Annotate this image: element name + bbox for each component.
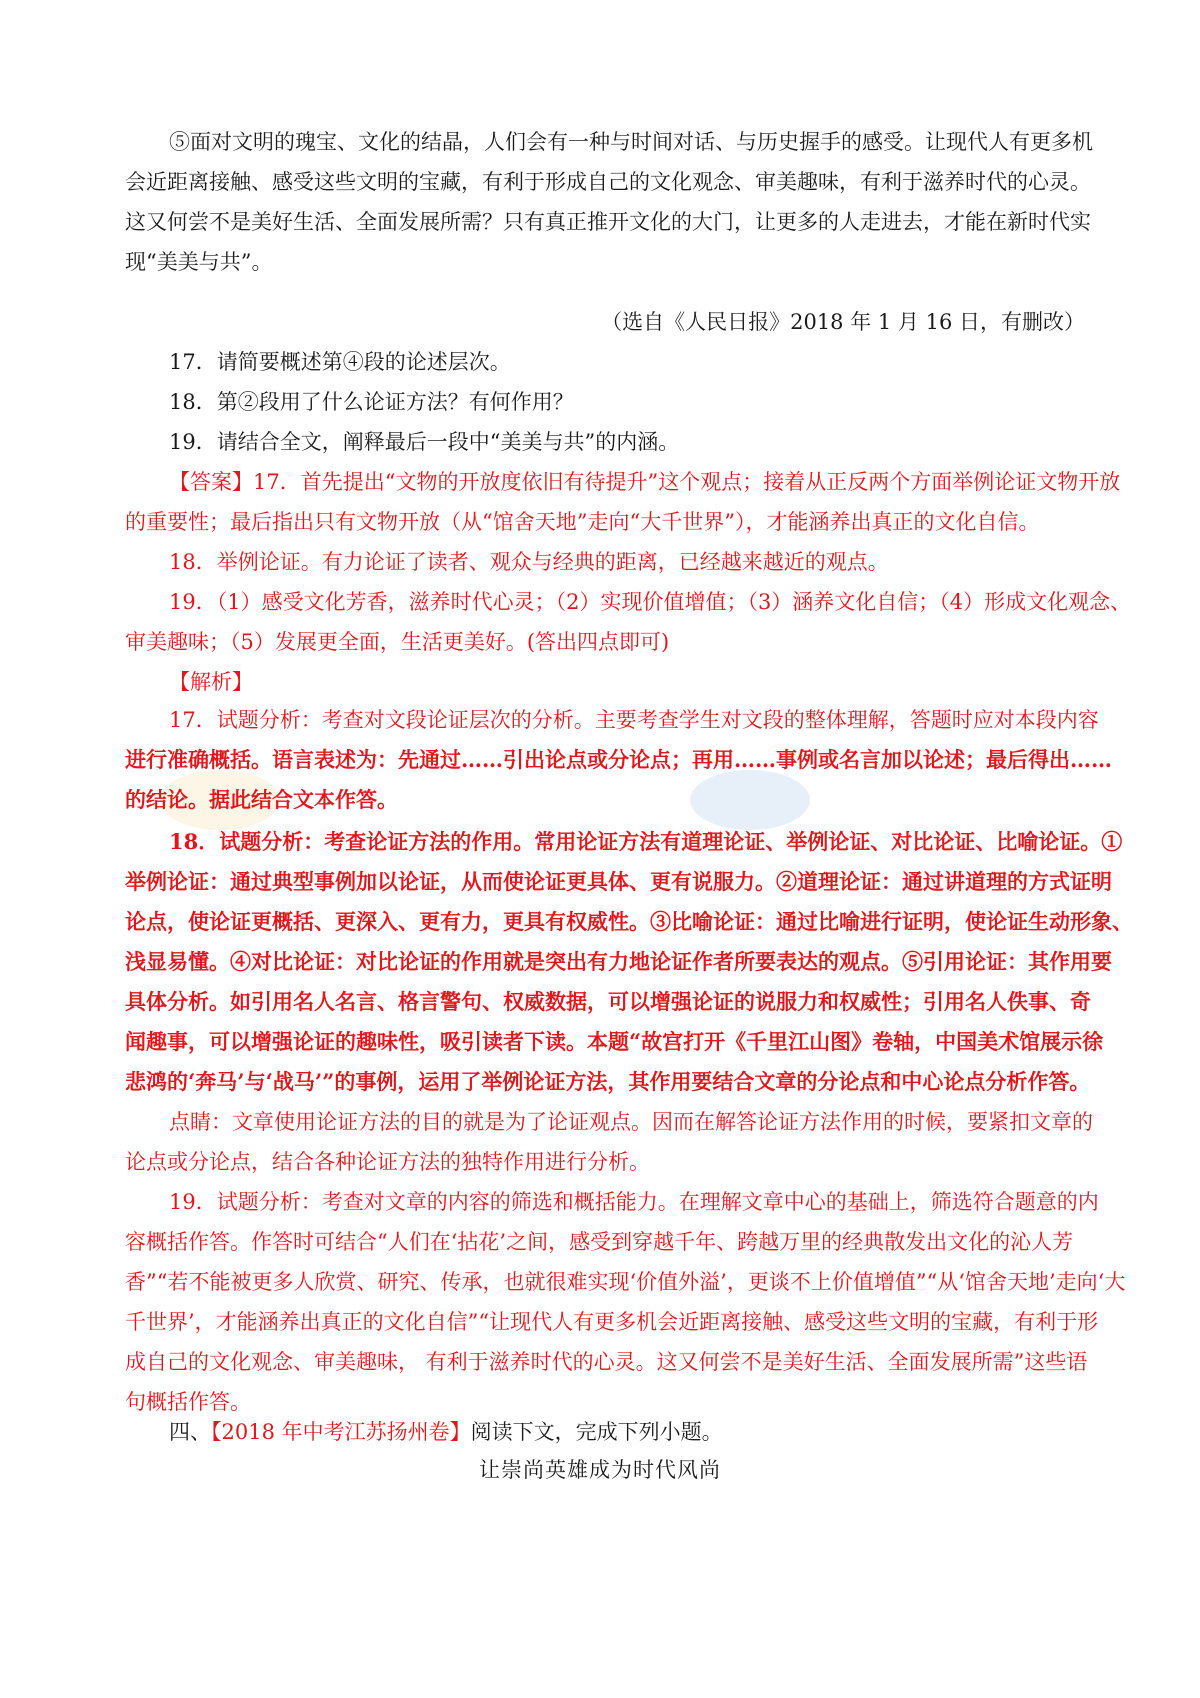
analysis-19: [125, 1182, 1126, 1422]
analysis-tip: [125, 1102, 1093, 1182]
analysis-heading: 【解析】: [169, 670, 253, 694]
question-19: 19．请结合全文，阐释最后一段中“美美与共”的内涵。: [169, 430, 680, 454]
analysis-17: [125, 700, 1112, 820]
text-line: 这又何尝不是美好生活、全面发展所需？只有真正推开文化的大门，让更多的人走进去，才能在新时代实: [125, 210, 1091, 234]
text-line: 18．试题分析：考查论证方法的作用。常用论证方法有道理论证、举例论证、对比论证、比喻论证。①: [169, 829, 1123, 854]
answer-17-line: 【答案】17．首先提出“文物的开放度依旧有待提升”这个观点；接着从正反两个方面举例论证文物开放: [169, 470, 1121, 494]
text-line: 千世界’，才能涵养出真正的文化自信”“让现代人有更多机会近距离接触、感受这些文明的宝藏，有利于形: [125, 1310, 1099, 1334]
text-line: 成自己的文化观念、审美趣味， 有利于滋养时代的心灵。这又何尝不是美好生活、全面发展所需”这些语: [125, 1350, 1088, 1374]
text-line: [125, 1412, 1085, 1452]
text-line: 容概括作答。作答时可结合“人们在‘拈花’之间，感受到穿越千年、跨越万里的经典散发出文化的沁人芳: [125, 1230, 1074, 1254]
text-line: 浅显易懂。④对比论证：对比论证的作用就是突出有力地论证作者所要表达的观点。⑤引用论证：其作用要: [125, 949, 1112, 974]
exam-source-tag: 【2018 年中考江苏扬州卷】: [211, 1420, 471, 1444]
text-line: 会近距离接触、感受这些文明的宝藏，有利于形成自己的文化观念、审美趣味，有利于滋养时代的心灵。: [125, 170, 1091, 194]
text-line: 的结论。据此结合文本作答。: [125, 787, 398, 812]
answer-19-line: 19．（1）感受文化芳香，滋养时代心灵；（2）实现价值增值；（3）涵养文化自信；（4）形成文化观念、: [169, 590, 1132, 614]
question-18: 18．第②段用了什么论证方法？有何作用？: [169, 390, 574, 414]
paragraph-5: [125, 122, 1093, 282]
answer-18: 18．举例论证。有力论证了读者、观众与经典的距离，已经越来越近的观点。: [169, 550, 889, 574]
answer-17-line: 的重要性；最后指出只有文物开放（从“馆舍天地”走向“大千世界”），才能涵养出真正的文化自信。: [125, 510, 1040, 534]
answer-19-line: 审美趣味；（5）发展更全面，生活更美好。(答出四点即可): [125, 630, 670, 654]
section-4-heading: [125, 1412, 1085, 1452]
text-line: 17．试题分析：考查对文段论证层次的分析。主要考查学生对文段的整体理解，答题时应对本段内容: [169, 708, 1099, 732]
text-line: 悲鸿的‘奔马’与‘战马’”的事例，运用了举例论证方法，其作用要结合文章的分论点和中心论点分析作答。: [125, 1069, 1091, 1094]
text-line: 论点或分论点，结合各种论证方法的独特作用进行分析。: [125, 1150, 650, 1174]
article-title: 让崇尚英雄成为时代风尚: [479, 1458, 721, 1482]
text-line: 句概括作答。: [125, 1390, 251, 1414]
section-prefix: 四、: [169, 1420, 211, 1444]
text-line: 论点，使论证更概括、更深入、更有力，更具有权威性。③比喻论证：通过比喻进行证明，使论证生动形象、: [125, 909, 1133, 934]
text-line: 现“美美与共”。: [125, 250, 273, 274]
source-citation: （选自《人民日报》2018 年 1 月 16 日，有删改）: [601, 310, 1085, 334]
section-instruction: 阅读下文，完成下列小题。: [470, 1420, 723, 1444]
text-line: 具体分析。如引用名人名言、格言警句、权威数据，可以增强论证的说服力和权威性；引用名人佚事、奇: [125, 989, 1091, 1014]
text-line: 香”“若不能被更多人欣赏、研究、传承，也就很难实现‘价值外溢’，更谈不上价值增值”“从‘馆舍天地’走向‘大: [125, 1270, 1126, 1294]
text-line: 进行准确概括。语言表述为：先通过……引出论点或分论点；再用……事例或名言加以论述；最后得出……: [125, 747, 1112, 772]
text-line: ⑤面对文明的瑰宝、文化的结晶，人们会有一种与时间对话、与历史握手的感受。让现代人有更多机: [169, 130, 1093, 154]
text-line: 19．试题分析：考查对文章的内容的筛选和概括能力。在理解文章中心的基础上，筛选符合题意的内: [169, 1190, 1099, 1214]
answer-block: [125, 462, 1132, 702]
text-line: 举例论证：通过典型事例加以论证，从而使论证更具体、更有说服力。②道理论证：通过讲道理的方式证明: [125, 869, 1112, 894]
question-17: 17．请简要概述第④段的论述层次。: [169, 350, 511, 374]
analysis-18: [125, 822, 1133, 1102]
text-line: 点睛：文章使用论证方法的目的就是为了论证观点。因而在解答论证方法作用的时候，要紧扣文章的: [169, 1110, 1093, 1134]
text-line: 闻趣事，可以增强论证的趣味性，吸引读者下读。本题“故宫打开《千里江山图》卷轴，中国美术馆展示徐: [125, 1029, 1104, 1054]
questions: [125, 342, 1085, 462]
